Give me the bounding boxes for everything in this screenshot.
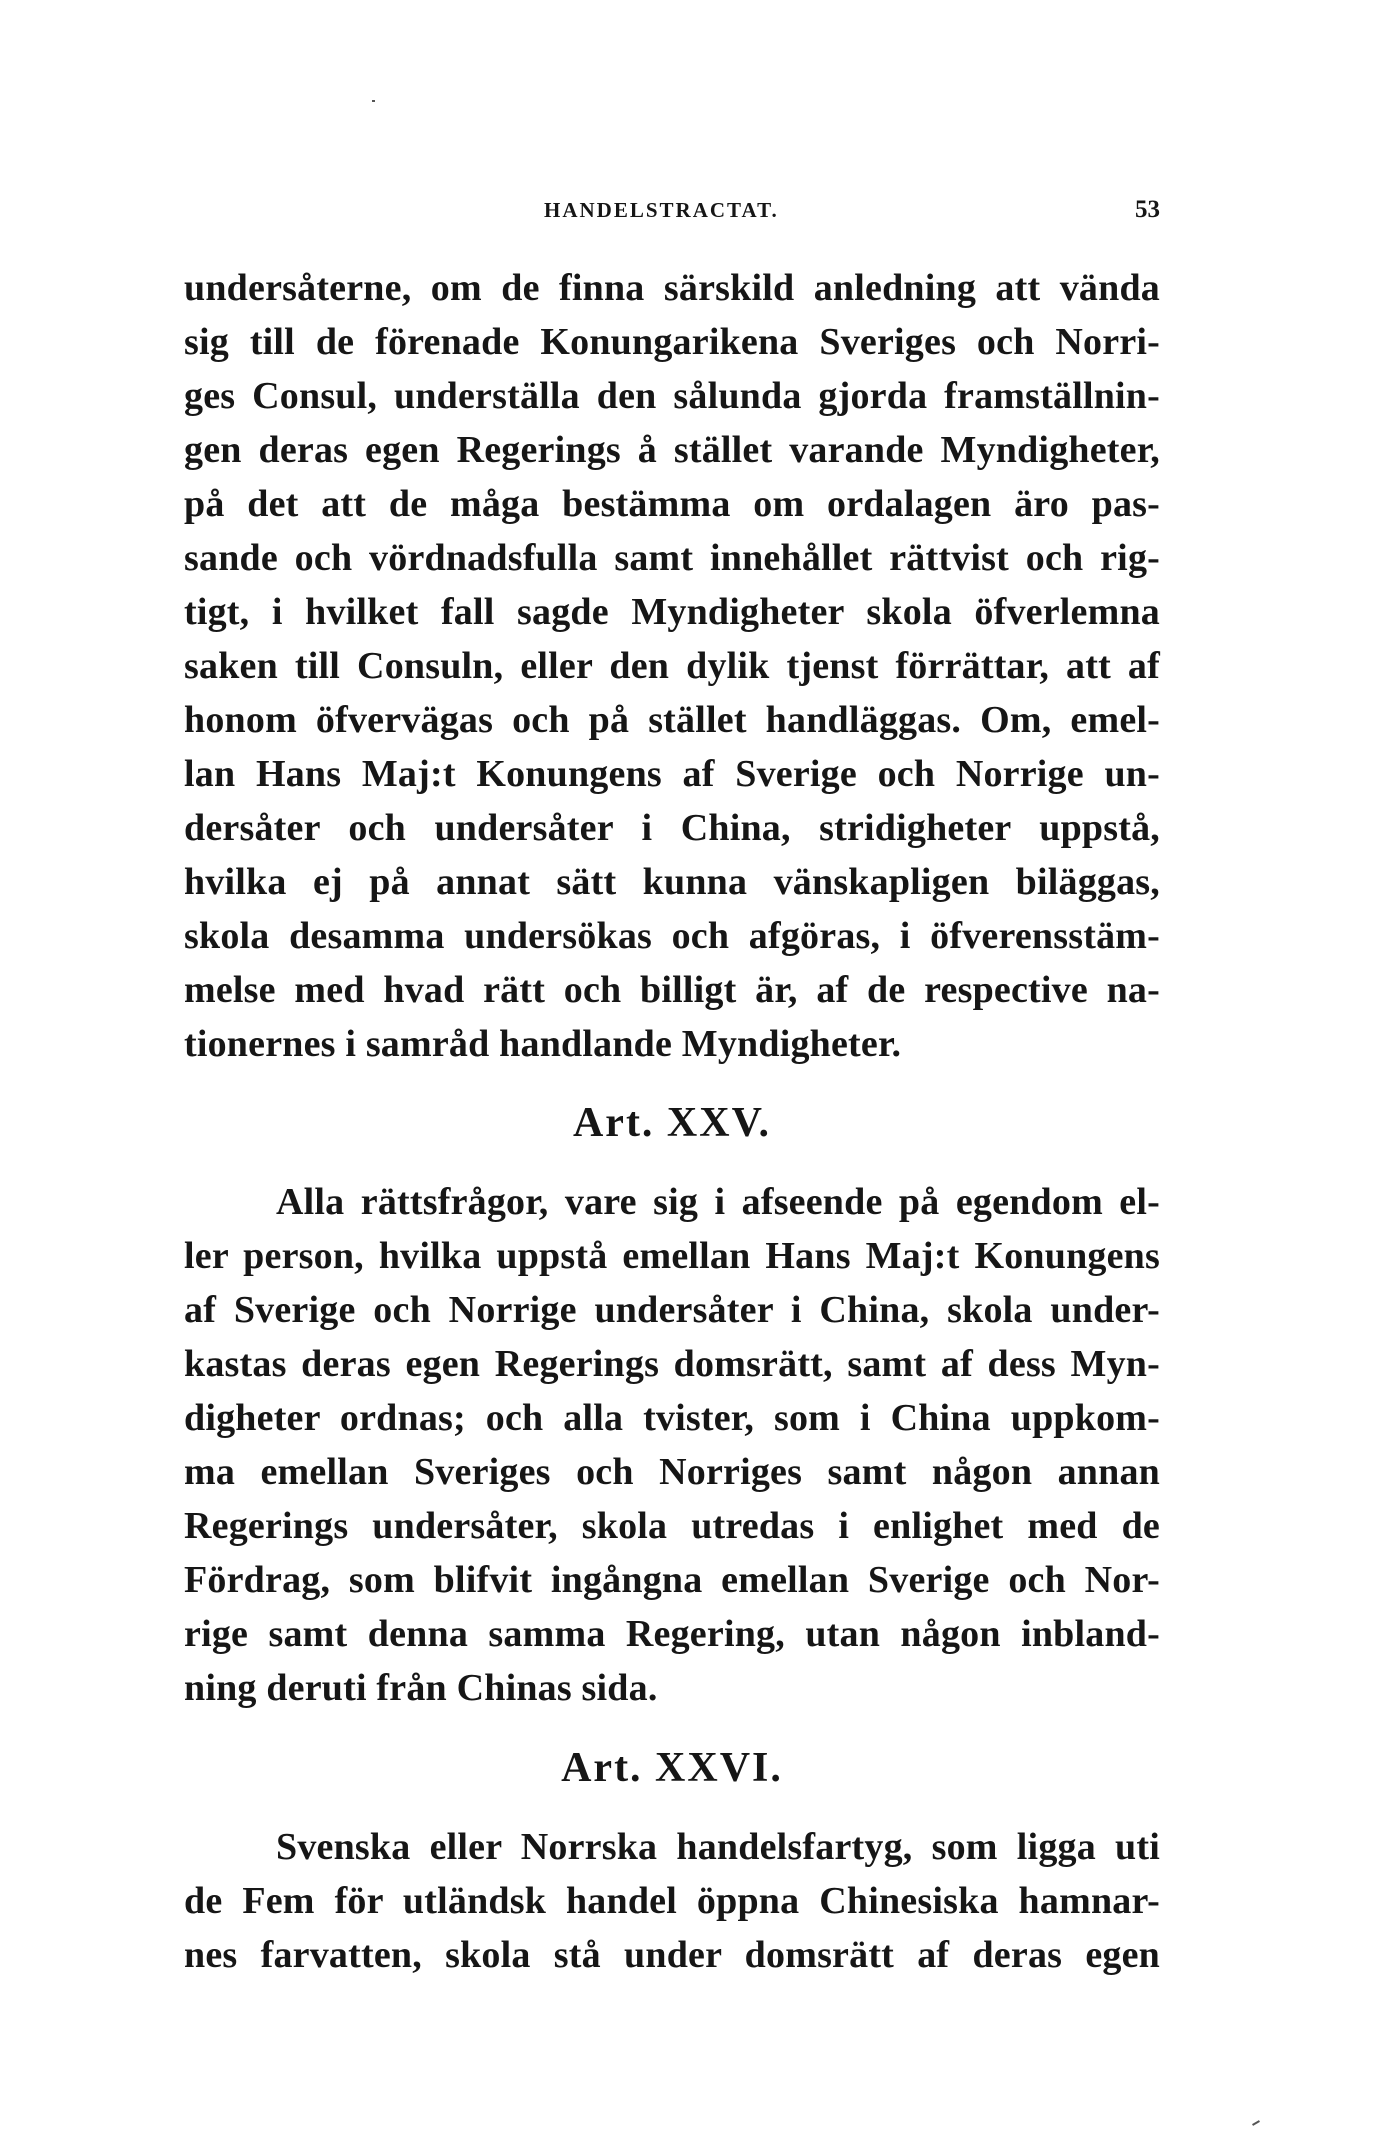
text-line: Regerings undersåter, skola utredas i enlighet med de [184,1505,1160,1547]
text-line: kastas deras egen Regerings domsrätt, samt af dess Myn- [184,1343,1160,1385]
text-line: af Sverige och Norrige undersåter i China, skola under- [184,1289,1160,1331]
text-line: undersåterne, om de finna särskild anledning att vända [184,267,1160,309]
text-line: digheter ordnas; och alla tvister, som i China uppkom- [184,1397,1160,1439]
text-line: saken till Consuln, eller den dylik tjenst förrättar, att af [184,645,1160,687]
text-line: Svenska eller Norrska handelsfartyg, som ligga uti [276,1826,1160,1868]
speck-mark [372,100,375,102]
text-line: ler person, hvilka uppstå emellan Hans Maj:t Konungens [184,1235,1160,1277]
page-number: 53 [1135,196,1160,223]
text-line: sig till de förenade Konungarikena Sveriges och Norri- [184,321,1160,363]
text-line: tionernes i samråd handlande Myndigheter. [184,1023,902,1065]
article-heading: Art. XXVI. [561,1745,783,1791]
text-line: Alla rättsfrågor, vare sig i afseende på egendom el- [276,1181,1160,1223]
text-line: Fördrag, som blifvit ingångna emellan Sverige och Nor- [184,1559,1160,1601]
text-line: rige samt denna samma Regering, utan någon inbland- [184,1613,1160,1655]
text-line: melse med hvad rätt och billigt är, af de respective na- [184,969,1160,1011]
speck-mark [1252,2120,1260,2126]
text-line: sande och vördnadsfulla samt innehållet rättvist och rig- [184,537,1160,579]
text-line: ning deruti från Chinas sida. [184,1667,658,1709]
text-line: tigt, i hvilket fall sagde Myndigheter skola öfverlemna [184,591,1160,633]
running-head [184,198,1160,238]
text-line: honom öfvervägas och på stället handläggas. Om, emel- [184,699,1160,741]
text-line: de Fem för utländsk handel öppna Chinesiska hamnar- [184,1880,1160,1922]
text-line: skola desamma undersökas och afgöras, i öfverensstäm- [184,915,1160,957]
text-line: nes farvatten, skola stå under domsrätt af deras egen [184,1934,1160,1976]
text-line: ges Consul, underställa den sålunda gjorda framställnin- [184,375,1160,417]
article-heading: Art. XXV. [572,1100,772,1146]
text-line: lan Hans Maj:t Konungens af Sverige och Norrige un- [184,753,1160,795]
running-title: HANDELSTRACTAT. [544,198,779,222]
text-line: dersåter och undersåter i China, stridigheter uppstå, [184,807,1160,849]
text-line: hvilka ej på annat sätt kunna vänskapligen biläggas, [184,861,1160,903]
text-line: ma emellan Sveriges och Norriges samt någon annan [184,1451,1160,1493]
text-line: gen deras egen Regerings å stället varande Myndigheter, [184,429,1160,471]
text-line: på det att de måga bestämma om ordalagen äro pas- [184,483,1160,525]
